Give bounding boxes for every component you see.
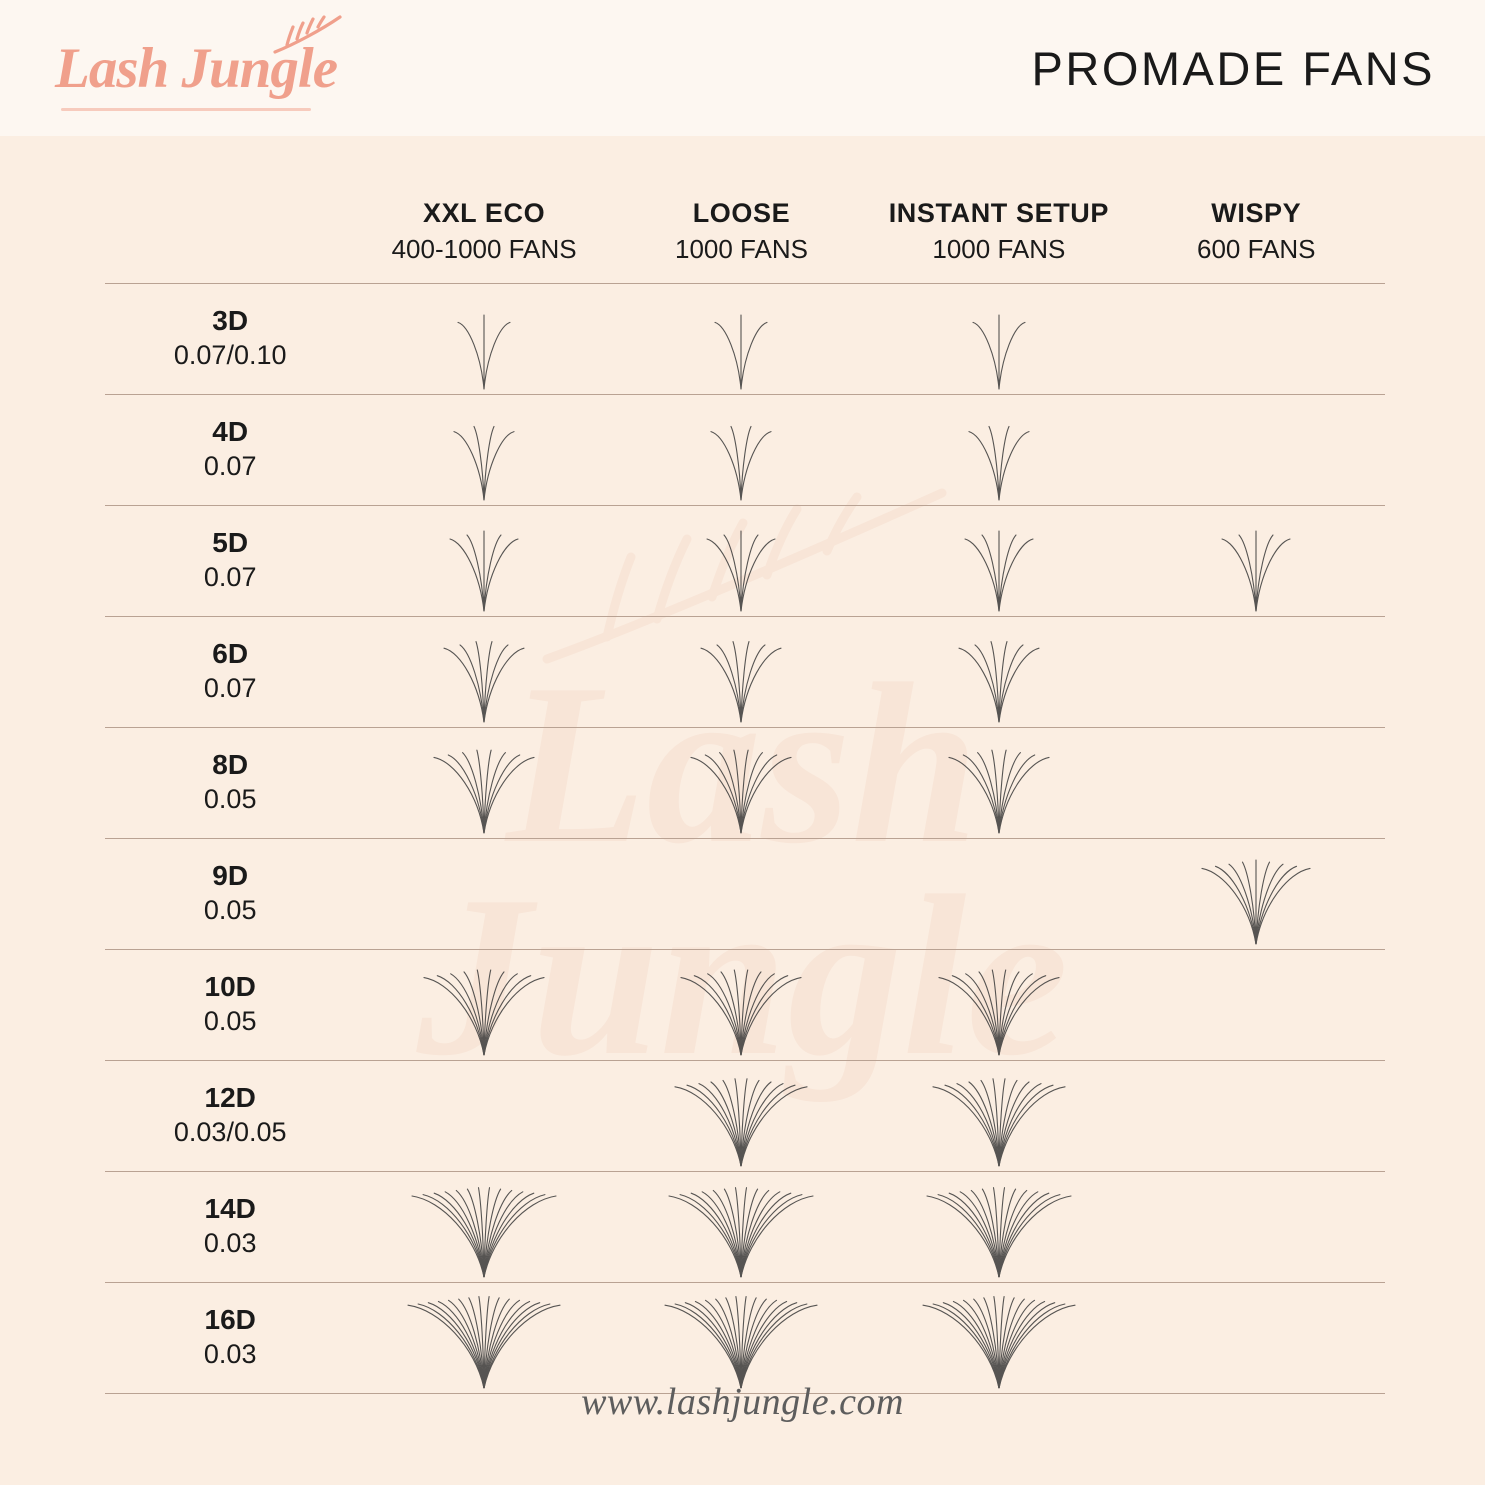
fan-cell <box>1128 838 1385 949</box>
fan-cell <box>355 1171 612 1282</box>
fan-cell <box>355 616 612 727</box>
table-row <box>105 727 1385 838</box>
fan-cell <box>1128 727 1385 838</box>
fan-cell <box>613 727 870 838</box>
table-row <box>105 1282 1385 1393</box>
lash-fan-icon <box>871 1062 1126 1170</box>
column-header-loose <box>613 196 870 283</box>
lash-fan-icon <box>356 618 611 726</box>
row-thickness: 0.03/0.05 <box>173 1116 287 1147</box>
table-row <box>105 505 1385 616</box>
lash-fan-icon <box>1129 507 1384 615</box>
lash-fan-icon <box>871 729 1126 837</box>
lash-fan-icon <box>614 1284 869 1392</box>
row-volume: 3D <box>212 305 249 337</box>
row-label-12d <box>105 1060 355 1171</box>
fan-cell <box>613 1060 870 1171</box>
row-thickness: 0.07/0.10 <box>173 339 287 370</box>
row-volume: 16D <box>204 1304 256 1336</box>
table-row <box>105 1171 1385 1282</box>
fan-cell <box>613 1171 870 1282</box>
page-title: PROMADE FANS <box>1031 41 1435 95</box>
fan-cell <box>1128 616 1385 727</box>
fan-cell <box>355 394 612 505</box>
column-name: INSTANT SETUP <box>888 198 1110 228</box>
fan-cell <box>613 949 870 1060</box>
website-url[interactable]: www.lashjungle.com <box>581 1381 904 1423</box>
fan-cell <box>613 505 870 616</box>
lash-fan-icon <box>356 1173 611 1281</box>
row-volume: 9D <box>212 860 249 892</box>
brand-logo <box>55 36 337 100</box>
lash-fan-icon <box>614 951 869 1059</box>
table-row <box>105 616 1385 727</box>
fan-cell <box>1128 505 1385 616</box>
column-header-wispy <box>1128 196 1385 283</box>
corner-cell <box>105 196 355 283</box>
lash-fan-icon <box>1129 840 1384 948</box>
row-label-16d <box>105 1282 355 1393</box>
fan-cell <box>870 1060 1127 1171</box>
table-row <box>105 394 1385 505</box>
row-volume: 14D <box>204 1193 256 1225</box>
column-subtitle: 1000 FANS <box>932 233 1066 264</box>
lash-fan-icon <box>871 1284 1126 1392</box>
lash-fan-icon <box>356 396 611 504</box>
fan-cell <box>613 838 870 949</box>
column-name: WISPY <box>1211 198 1302 228</box>
fan-cell <box>870 505 1127 616</box>
column-header-instant-setup <box>870 196 1127 283</box>
fan-cell <box>1128 394 1385 505</box>
row-thickness: 0.03 <box>203 1227 257 1258</box>
fan-cell <box>870 394 1127 505</box>
column-subtitle: 600 FANS <box>1197 233 1316 264</box>
lash-fan-icon <box>614 285 869 393</box>
watermark-text-line2: Jungle <box>416 847 1069 1103</box>
row-thickness: 0.05 <box>203 894 257 925</box>
row-label-4d <box>105 394 355 505</box>
row-label-9d <box>105 838 355 949</box>
row-label-3d <box>105 283 355 394</box>
row-thickness: 0.07 <box>203 450 257 481</box>
table-row <box>105 949 1385 1060</box>
fan-cell <box>613 394 870 505</box>
column-header-xxl-eco <box>355 196 612 283</box>
fan-cell <box>613 616 870 727</box>
lash-fan-icon <box>356 951 611 1059</box>
brand-name: Lash Jungle <box>55 36 337 100</box>
row-label-14d <box>105 1171 355 1282</box>
brand-underline <box>61 108 311 111</box>
row-volume: 8D <box>212 749 249 781</box>
column-subtitle: 1000 FANS <box>674 233 808 264</box>
fan-cell <box>355 283 612 394</box>
fan-cell <box>355 949 612 1060</box>
fan-cell <box>355 838 612 949</box>
fan-cell <box>870 838 1127 949</box>
lash-fan-icon <box>871 285 1126 393</box>
lash-fan-icon <box>614 1173 869 1281</box>
table-header-row <box>105 196 1385 283</box>
page-footer <box>0 1380 1485 1424</box>
fan-comparison-table <box>105 196 1385 1394</box>
lash-fan-icon <box>614 1062 869 1170</box>
column-name: XXL ECO <box>422 198 546 228</box>
fan-cell <box>1128 1171 1385 1282</box>
lash-fan-icon <box>356 285 611 393</box>
lash-fan-icon <box>614 396 869 504</box>
page-header <box>0 0 1485 136</box>
fan-cell <box>1128 283 1385 394</box>
fan-cell <box>1128 1060 1385 1171</box>
leaf-icon <box>271 14 343 61</box>
row-thickness: 0.05 <box>203 783 257 814</box>
row-thickness: 0.07 <box>203 561 257 592</box>
row-volume: 6D <box>212 638 249 670</box>
fan-cell <box>870 727 1127 838</box>
fan-cell <box>355 505 612 616</box>
row-thickness: 0.03 <box>203 1338 257 1369</box>
lash-fan-icon <box>614 729 869 837</box>
fan-cell <box>355 1060 612 1171</box>
fan-cell <box>870 616 1127 727</box>
row-thickness: 0.05 <box>203 1005 257 1036</box>
fan-cell <box>1128 949 1385 1060</box>
row-thickness: 0.07 <box>203 672 257 703</box>
fan-cell <box>870 1171 1127 1282</box>
row-label-5d <box>105 505 355 616</box>
fan-cell <box>355 727 612 838</box>
fan-cell <box>1128 1282 1385 1393</box>
table-row <box>105 283 1385 394</box>
lash-fan-icon <box>356 729 611 837</box>
lash-fan-icon <box>871 1173 1126 1281</box>
lash-fan-icon <box>614 507 869 615</box>
fan-cell <box>870 949 1127 1060</box>
row-label-6d <box>105 616 355 727</box>
fan-cell <box>870 283 1127 394</box>
column-name: LOOSE <box>692 198 791 228</box>
table-row <box>105 1060 1385 1171</box>
lash-fan-icon <box>614 618 869 726</box>
lash-fan-icon <box>871 618 1126 726</box>
column-subtitle: 400-1000 FANS <box>391 233 577 264</box>
lash-fan-icon <box>356 507 611 615</box>
fan-cell <box>613 1282 870 1393</box>
lash-fan-icon <box>356 1284 611 1392</box>
row-volume: 12D <box>204 1082 256 1114</box>
watermark-text-line1: Lash <box>506 635 979 891</box>
fan-cell <box>355 1282 612 1393</box>
table-row <box>105 838 1385 949</box>
lash-fan-icon <box>871 507 1126 615</box>
fan-cell <box>613 283 870 394</box>
row-label-10d <box>105 949 355 1060</box>
row-volume: 4D <box>212 416 249 448</box>
lash-fan-icon <box>871 396 1126 504</box>
fan-cell <box>870 1282 1127 1393</box>
lash-fan-icon <box>871 951 1126 1059</box>
row-volume: 5D <box>212 527 249 559</box>
row-volume: 10D <box>204 971 256 1003</box>
row-label-8d <box>105 727 355 838</box>
